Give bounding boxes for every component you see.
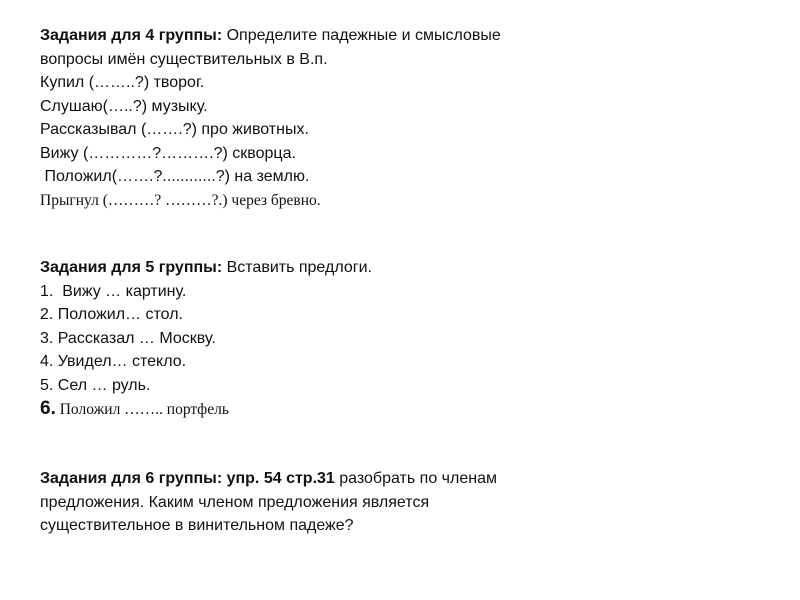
- group5-item-3: [40, 327, 660, 351]
- group5-item-6-number: 6.: [40, 398, 56, 419]
- group4-heading: Задания для 4 группы:: [40, 27, 223, 44]
- group5-item-5-text: Сел … руль.: [53, 376, 151, 394]
- group6-task-text-continued: предложения. Каким членом предложения является: [40, 493, 430, 511]
- group5-heading: Задания для 5 группы:: [40, 259, 223, 276]
- group5-item-3-text: Рассказал … Москву.: [53, 329, 216, 347]
- group4-item-2: Слушаю(…..?) музыку.: [40, 97, 208, 115]
- group4-task-text: Определите падежные и смысловые: [222, 27, 501, 44]
- group4-task-block: [40, 24, 660, 212]
- group6-title-line: [40, 467, 660, 491]
- group4-item-3: Рассказывал (…….?) про животных.: [40, 121, 309, 138]
- group5-item-1-text: Вижу … картину.: [53, 282, 187, 300]
- group5-title-line: [40, 256, 660, 280]
- group5-task-text: Вставить предлоги.: [222, 259, 372, 276]
- group6-task-question: существительное в винительном падеже?: [40, 517, 354, 534]
- group5-item-6: [40, 397, 660, 422]
- group5-item-2: [40, 303, 660, 327]
- group5-item-4: [40, 350, 660, 374]
- group4-title-line: [40, 24, 660, 48]
- group5-item-1: [40, 280, 660, 304]
- group5-item-5: [40, 374, 660, 398]
- group5-item-2-text: Положил… стол.: [53, 306, 183, 323]
- group5-item-2-number: 2.: [40, 306, 54, 323]
- group6-task-text: разобрать по членам: [334, 470, 497, 487]
- group4-task-text-continued: вопросы имён существительных в В.п.: [40, 50, 328, 68]
- group4-item-6: Прыгнул (………? ………?.) через бревно.: [40, 191, 321, 209]
- group5-item-5-number: 5.: [40, 376, 54, 394]
- group4-item-4: Вижу (…………?……….?) скворца.: [40, 144, 296, 162]
- group5-item-6-text: Положил …….. портфель: [55, 401, 229, 418]
- group5-task-block: [40, 256, 660, 422]
- group4-item-5: Положил(…….?............?) на землю.: [40, 168, 310, 185]
- group5-item-4-number: 4.: [40, 353, 54, 370]
- group5-item-3-number: 3.: [40, 329, 54, 347]
- group4-item-1: Купил (……..?) творог.: [40, 74, 205, 91]
- group5-item-1-number: 1.: [40, 282, 54, 300]
- group6-heading: Задания для 6 группы: упр. 54 стр.31: [40, 470, 335, 487]
- group6-task-block: [40, 467, 660, 538]
- group5-item-4-text: Увидел… стекло.: [53, 353, 187, 370]
